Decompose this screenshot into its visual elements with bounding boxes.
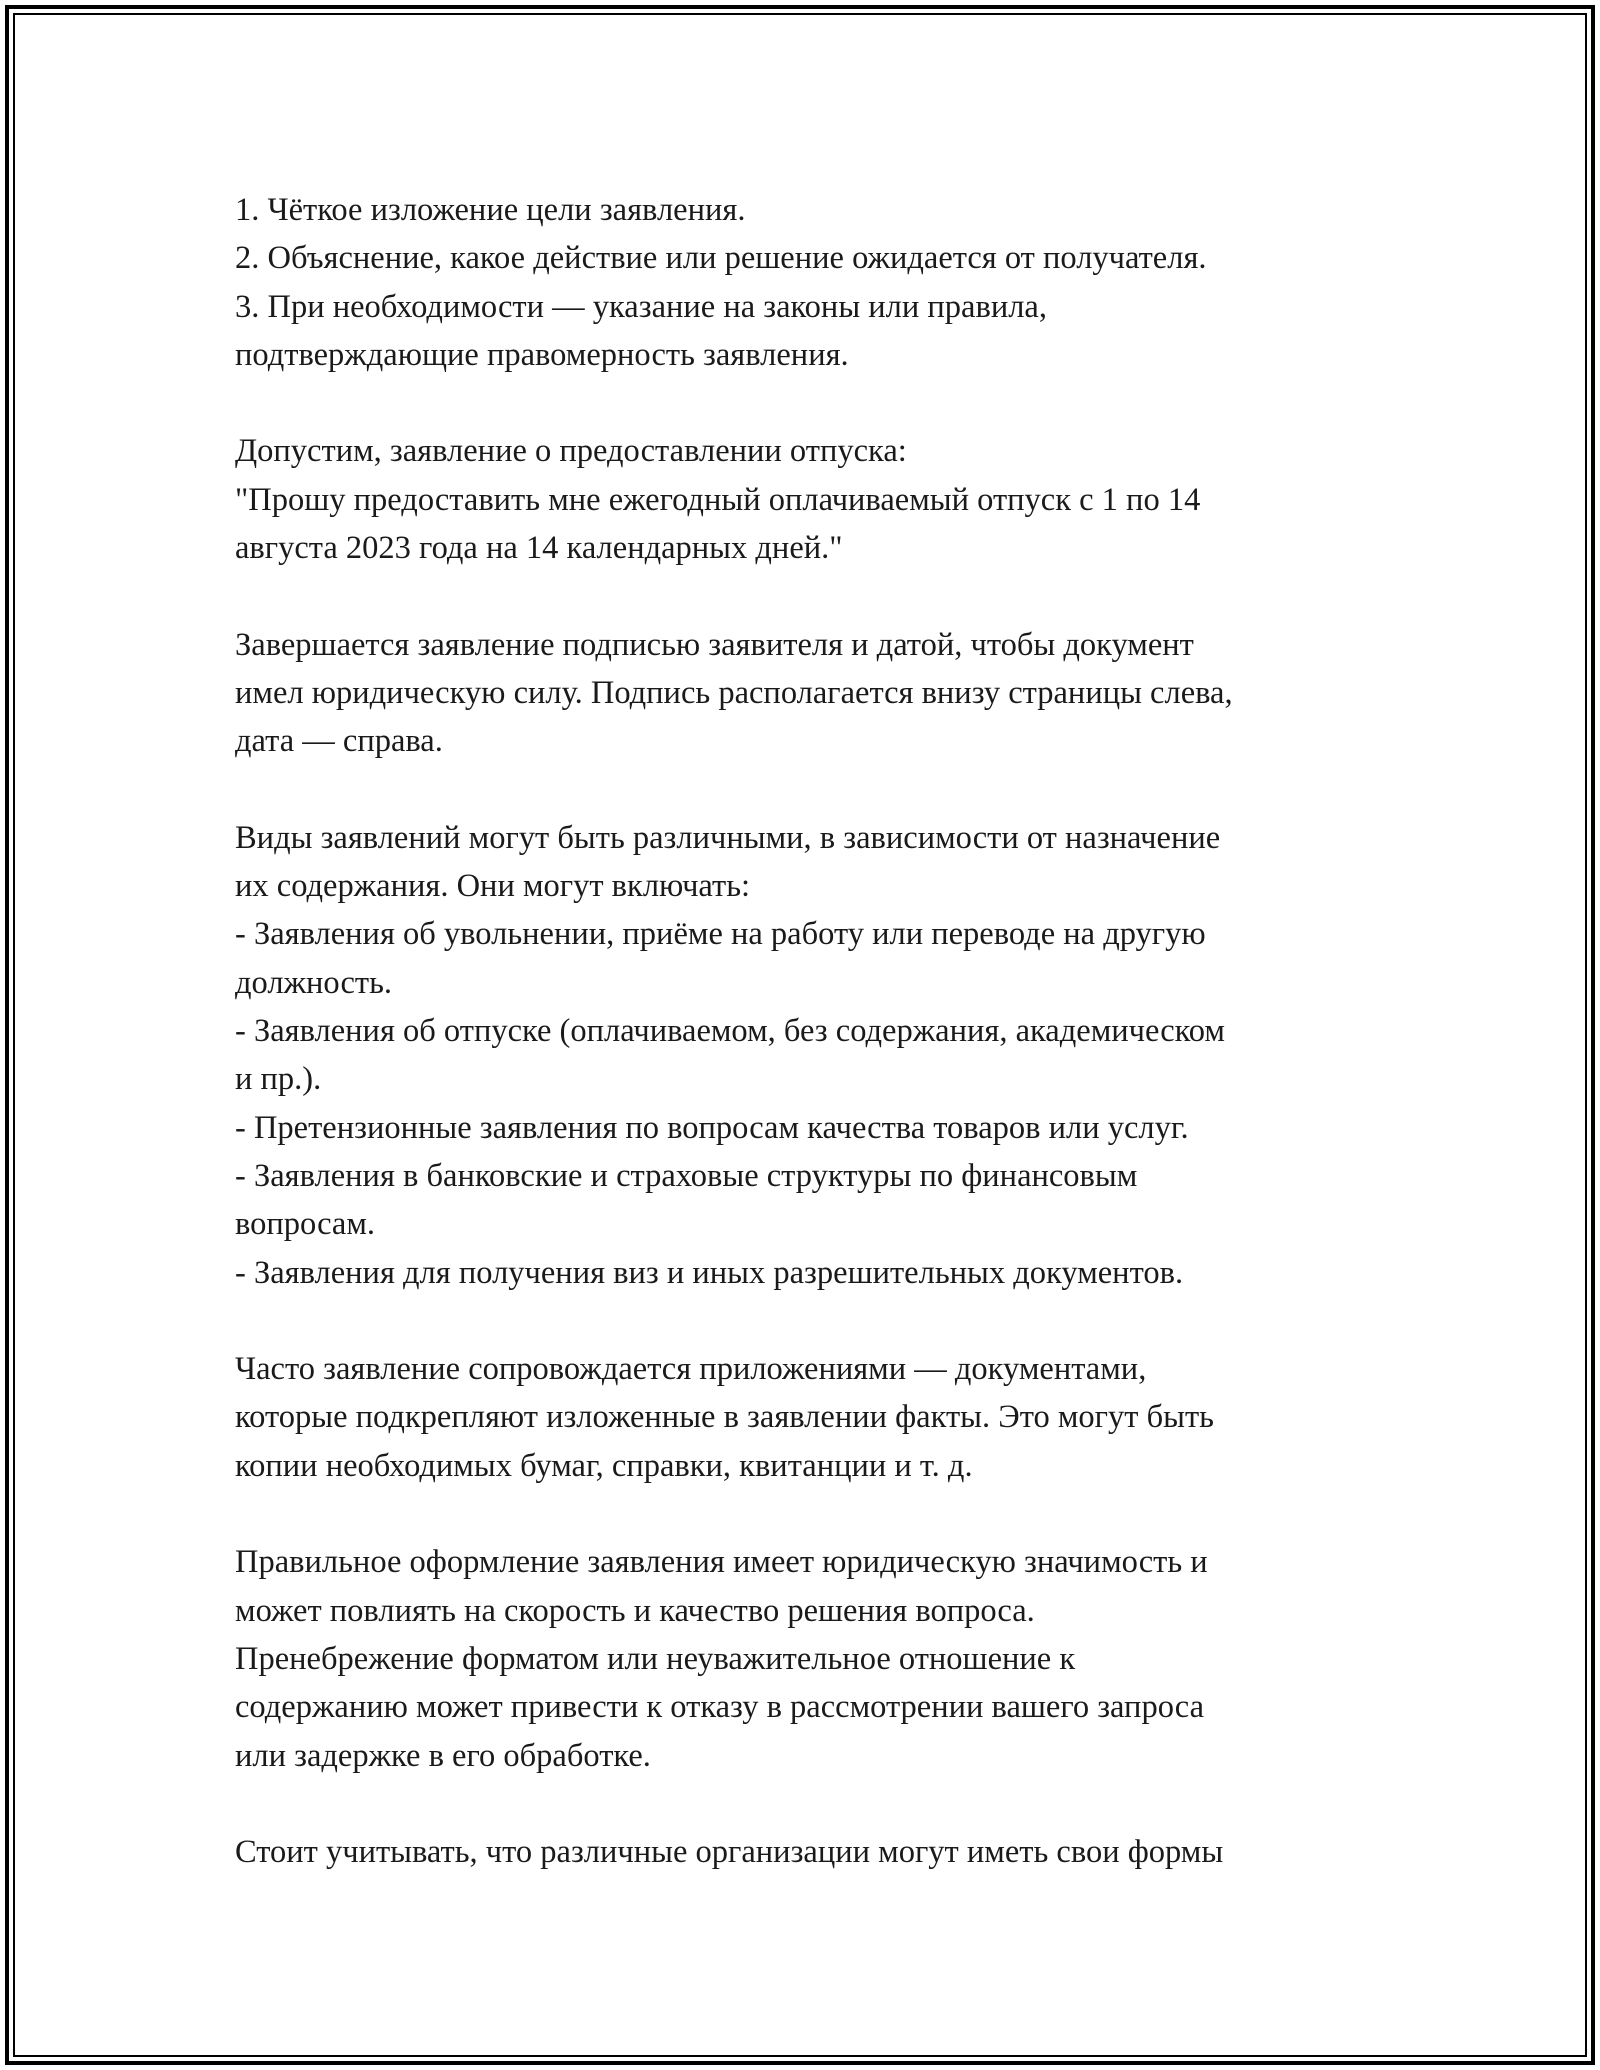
- example-paragraph: [235, 427, 1395, 572]
- list-item: 2. Объяснение, какое действие или решение ожидается от получателя.: [235, 240, 1207, 277]
- paragraph-line: или задержке в его обработке.: [235, 1737, 651, 1774]
- paragraph-line: которые подкрепляют изложенные в заявлении факты. Это могут быть: [235, 1399, 1214, 1436]
- paragraph-line: дата — справа.: [235, 723, 443, 760]
- bullet-item: - Заявления для получения виз и иных разрешительных документов.: [235, 1254, 1184, 1291]
- bullet-item: - Претензионные заявления по вопросам качества товаров или услуг.: [235, 1109, 1189, 1146]
- paragraph-line: августа 2023 года на 14 календарных дней.": [235, 530, 843, 567]
- paragraph-line: может повлиять на скорость и качество решения вопроса.: [235, 1592, 1035, 1629]
- attachments-paragraph: [235, 1345, 1395, 1490]
- paragraph-line: Правильное оформление заявления имеет юридическую значимость и: [235, 1544, 1208, 1581]
- paragraph-line: Допустим, заявление о предоставлении отпуска:: [235, 433, 907, 470]
- bullet-item-continuation: и пр.).: [235, 1061, 322, 1098]
- paragraph-gap: [235, 1780, 1395, 1828]
- paragraph-line: Виды заявлений могут быть различными, в зависимости от назначение: [235, 819, 1221, 856]
- requirements-list: [235, 186, 1395, 379]
- types-paragraph: [235, 814, 1395, 1297]
- paragraph-gap: [235, 766, 1395, 814]
- paragraph-line: Пренебрежение форматом или неуважительное отношение к: [235, 1640, 1076, 1677]
- paragraph-gap: [235, 1297, 1395, 1345]
- paragraph-line: копии необходимых бумаг, справки, квитанции и т. д.: [235, 1447, 973, 1484]
- bullet-item: - Заявления об отпуске (оплачиваемом, без содержания, академическом: [235, 1013, 1225, 1050]
- paragraph-line: содержанию может привести к отказу в рассмотрении вашего запроса: [235, 1689, 1205, 1726]
- bullet-item: - Заявления в банковские и страховые структуры по финансовым: [235, 1157, 1138, 1194]
- importance-paragraph: [235, 1538, 1395, 1779]
- closing-paragraph: [235, 1828, 1395, 1876]
- list-item: 1. Чёткое изложение цели заявления.: [235, 192, 746, 228]
- list-item: 3. При необходимости — указание на законы или правила,: [235, 288, 1047, 325]
- paragraph-line: имел юридическую силу. Подпись располагается внизу страницы слева,: [235, 674, 1233, 711]
- paragraph-gap: [235, 379, 1395, 427]
- paragraph-line: Завершается заявление подписью заявителя и датой, чтобы документ: [235, 626, 1194, 663]
- paragraph-line: их содержания. Они могут включать:: [235, 868, 751, 905]
- paragraph-line: Стоит учитывать, что различные организации могут иметь свои формы: [235, 1834, 1224, 1871]
- paragraph-line: "Прошу предоставить мне ежегодный оплачиваемый отпуск с 1 по 14: [235, 481, 1201, 518]
- paragraph-line: Часто заявление сопровождается приложениями — документами,: [235, 1351, 1147, 1388]
- document-body: [235, 186, 1395, 1876]
- bullet-item: - Заявления об увольнении, приёме на работу или переводе на другую: [235, 916, 1206, 953]
- signature-paragraph: [235, 621, 1395, 766]
- bullet-item-continuation: должность.: [235, 964, 393, 1001]
- paragraph-gap: [235, 572, 1395, 620]
- paragraph-gap: [235, 1490, 1395, 1538]
- list-item-continuation: подтверждающие правомерность заявления.: [235, 336, 849, 373]
- bullet-item-continuation: вопросам.: [235, 1206, 376, 1243]
